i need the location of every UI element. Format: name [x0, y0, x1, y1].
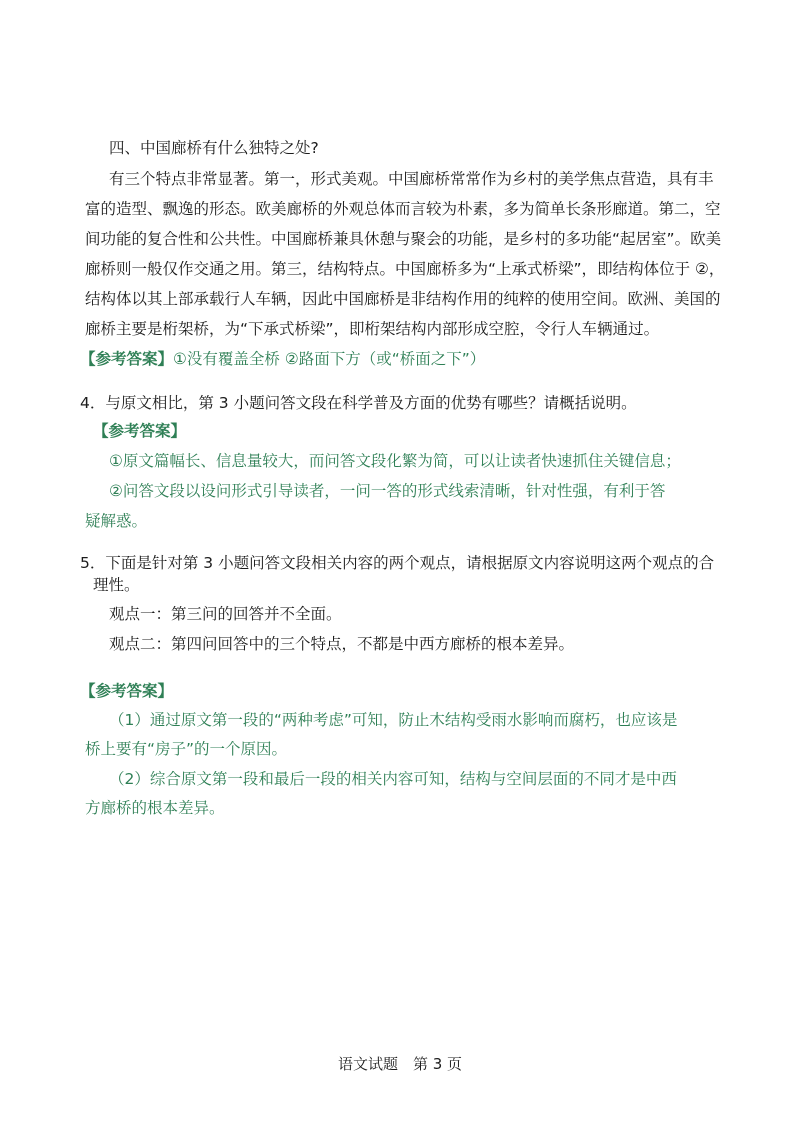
answer-line [80, 348, 720, 370]
answer-label: 【参考答案】 [93, 422, 187, 440]
page-footer: 语文试题 第 3 页 [337, 1055, 463, 1073]
answer-line: 桥上要有“房子”的一个原因。 [85, 740, 288, 758]
paragraph-line: 间功能的复合性和公共性。中国廊桥兼具休憩与聚会的功能，是乡村的多功能“起居室”。欧美 [85, 230, 722, 248]
question-4: 4．与原文相比，第 3 小题问答文段在科学普及方面的优势有哪些？请概括说明。 [80, 394, 637, 412]
answer-label: 【参考答案】 [80, 350, 174, 368]
answer-line: （2）综合原文第一段和最后一段的相关内容可知，结构与空间层面的不同才是中西 [109, 770, 677, 788]
answer-line: 疑解惑。 [85, 512, 148, 530]
question-5-cont: 理性。 [93, 576, 140, 594]
question-5: 5．下面是针对第 3 小题问答文段相关内容的两个观点，请根据原文内容说明这两个观点的合 [80, 554, 715, 572]
paragraph-line: 富的造型、飘逸的形态。欧美廊桥的外观总体而言较为朴素，多为简单长条形廊道。第二，空 [85, 200, 721, 218]
section-heading: 四、中国廊桥有什么独特之处? [109, 139, 319, 157]
answer-line: ②问答文段以设问形式引导读者，一问一答的形式线索清晰，针对性强，有利于答 [109, 482, 666, 500]
viewpoint-1: 观点一：第三问的回答并不全面。 [109, 605, 342, 623]
answer-text: ①没有覆盖全桥 ②路面下方（或“桥面之下”） [173, 350, 486, 368]
paragraph-line: 结构体以其上部承载行人车辆，因此中国廊桥是非结构作用的纯粹的使用空间。欧洲、美国的 [85, 290, 721, 308]
answer-line: ①原文篇幅长、信息量较大，而问答文段化繁为简，可以让读者快速抓住关键信息； [109, 452, 681, 470]
answer-label: 【参考答案】 [80, 682, 174, 700]
paragraph-line: 廊桥则一般仅作交通之用。第三，结构特点。中国廊桥多为“上承式桥梁”，即结构体位于 ②， [85, 260, 725, 278]
paragraph-line: 廊桥主要是桁架桥，为“下承式桥梁”，即桁架结构内部形成空腔，令行人车辆通过。 [85, 320, 660, 338]
viewpoint-2: 观点二：第四问回答中的三个特点，不都是中西方廊桥的根本差异。 [109, 635, 575, 653]
answer-line: 方廊桥的根本差异。 [85, 799, 225, 817]
answer-line: （1）通过原文第一段的“两种考虑”可知，防止木结构受雨水影响而腐朽，也应该是 [109, 711, 678, 729]
paragraph-line: 有三个特点非常显著。第一，形式美观。中国廊桥常常作为乡村的美学焦点营造，具有丰 [109, 170, 714, 188]
